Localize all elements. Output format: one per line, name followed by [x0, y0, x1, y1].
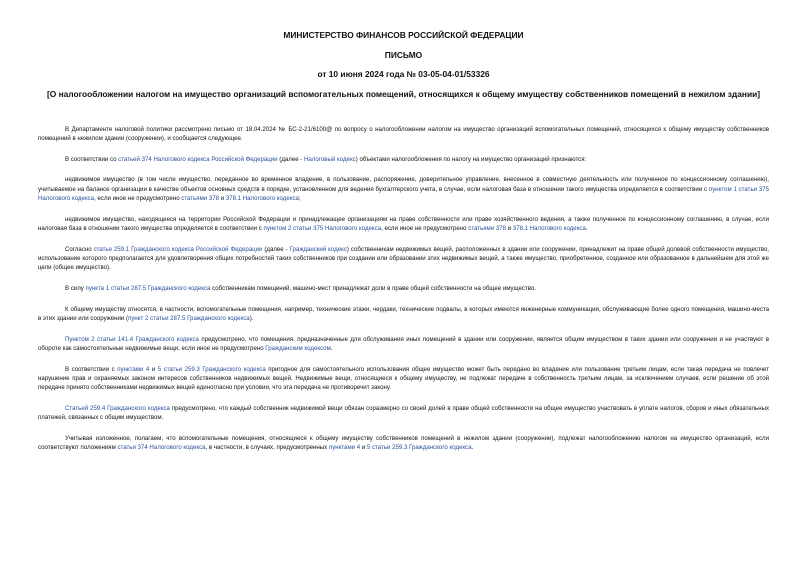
legal-reference-link[interactable]: 378.1 Налогового кодекса	[225, 194, 299, 202]
body-paragraph	[38, 335, 769, 354]
body-paragraph	[38, 365, 769, 393]
paragraph-text: ) объектами налогообложения по налогу на имущество организаций признаются:	[355, 155, 587, 163]
legal-reference-link[interactable]: Пунктом 2 статьи 141.4 Гражданского кодекса	[65, 335, 199, 343]
paragraph-text: , в частности, в случаях, предусмотренных	[205, 444, 329, 452]
ministry-heading: МИНИСТЕРСТВО ФИНАНСОВ РОССИЙСКОЙ ФЕДЕРАЦИИ	[283, 30, 524, 40]
paragraph-text: недвижимое имущество, находящееся на территории Российской Федерации и принадлежащее организациям на праве собственности или праве хозяйственного ведения, а также полученное по концессионному соглашению, в случае, если налоговая база в отношении такого имущества определяется в соответствии с	[38, 215, 769, 232]
legal-reference-link[interactable]: пунктом 1 статьи 375 Налогового кодекса	[38, 185, 769, 202]
legal-reference-link[interactable]: пункт 2 статьи 287.5 Гражданского кодекса	[128, 314, 250, 322]
paragraph-text: В силу	[65, 284, 86, 292]
paragraph-text: и	[219, 194, 226, 202]
paragraph-text: К общему имуществу относятся, в частности, вспомогательные помещения, например, технические этажи, чердаки, технические подвалы, в которых имеются инженерные коммуникации, обслуживающие более одного помещения, машино-места в этих здании или сооружении (	[38, 305, 769, 322]
paragraph-text: и	[149, 365, 158, 373]
legal-reference-link[interactable]: пункта 1 статьи 287.5 Гражданского кодекса	[85, 284, 211, 292]
paragraph-text: В соответствии с	[65, 365, 118, 373]
legal-reference-link[interactable]: 378.1 Налогового кодекса	[512, 224, 586, 232]
paragraph-text: недвижимое имущество (в том числе имущество, переданное во временное владение, в пользование, распоряжение, доверительное управление, внесенное в совместную деятельность или полученное по концессионному соглашению), учитываемое на балансе организации в качестве объектов основных средств в порядке, установленном для ведения бухгалтерского учета, в случае, если налоговая база в отношении такого имущества определяется в соответствии с	[38, 176, 769, 193]
legal-reference-link[interactable]: Гражданским кодексом	[265, 344, 331, 352]
legal-reference-link[interactable]: Гражданский кодекс	[289, 245, 347, 253]
legal-reference-link[interactable]: пунктом 2 статьи 375 Налогового кодекса	[263, 224, 382, 232]
paragraph-text: (далее -	[277, 155, 305, 163]
paragraph-text: Учитывая изложенное, полагаем, что вспомогательные помещения, относящиеся к общему имуществу собственников помещений в нежилом здании (сооружении), подлежат налогообложению налогом на имущество организаций, если соответствуют положениям	[38, 434, 769, 452]
body-paragraph	[38, 175, 769, 203]
paragraph-text: собственникам помещений, машино-мест принадлежат доли в праве общей собственности на общее имущество.	[210, 284, 536, 292]
paragraph-text: Согласно	[65, 245, 94, 253]
paragraph-text: .	[330, 344, 333, 352]
paragraph-text: В соответствии со	[65, 155, 119, 163]
body-paragraph	[38, 404, 769, 423]
paragraph-text: предусмотрено, что помещения, предназначенные для обслуживания иных помещений в здании или сооружении, является общим имуществом в таких здании или сооружении и не участвуют в обороте как самостоятельные недвижимые вещи, если иное не предусмотрено	[38, 335, 769, 352]
body-paragraph	[38, 155, 769, 164]
legal-reference-link[interactable]: Налоговый кодекс	[304, 155, 356, 163]
paragraph-text: .	[471, 444, 474, 452]
legal-reference-link[interactable]: пунктами 4	[328, 444, 361, 452]
paragraph-text: , если иное не предусмотрено	[94, 194, 182, 202]
paragraph-text: (далее -	[262, 245, 290, 253]
paragraph-text: пригодное для самостоятельного использования общее имущество может быть передано во владение или пользование третьим лицам, если такая передача не повлечет нарушение прав и охраняемых законом интересов собственников недвижимых вещей. Недвижимые вещи, относящиеся к общему имуществу, не подлежат передаче в собственность третьим лицам, за исключением случаев, если решение об этой передаче принято собственниками недвижимых вещей единогласно при условии, что эта передача не противоречит закону.	[38, 365, 770, 392]
paragraph-text: , если иное не предусмотрено	[381, 224, 469, 232]
legal-reference-link[interactable]: 5 статьи 259.3 Гражданского кодекса	[157, 365, 266, 373]
paragraph-text: предусмотрено, что каждый собственник недвижимой вещи обязан соразмерно со своей долей в праве общей собственности на общее имущество участвовать в уплате налогов, сборов и иных обязательных платежей, связанных с общим имуществом.	[38, 404, 769, 422]
paragraph-text: и	[506, 224, 513, 232]
legal-reference-link[interactable]: статьями 378	[468, 224, 507, 232]
body-paragraph	[38, 305, 769, 324]
legal-reference-link[interactable]: пунктами 4	[117, 365, 150, 373]
document-date-number: от 10 июня 2024 года № 03-05-04-01/53326	[317, 69, 490, 79]
legal-reference-link[interactable]: статьей 374 Налогового кодекса Российской Федерации	[118, 155, 278, 163]
paragraph-text: .	[585, 224, 588, 232]
paragraph-text: ).	[249, 314, 254, 322]
legal-reference-link[interactable]: статьи 374 Налогового кодекса	[117, 444, 206, 452]
paragraph-text: В Департаменте налоговой политики рассмотрено письмо от 18.04.2024 № БС-2-21/6100@ по вопросу о налогообложении налогом на имущество организаций вспомогательных помещений, относящихся к общему имуществу собственников помещений в нежилом здании (сооружении), и сообщается следующее.	[38, 125, 769, 142]
body-paragraph	[38, 284, 769, 293]
paragraph-text: и	[360, 444, 367, 452]
document-body	[38, 125, 769, 453]
legal-reference-link[interactable]: Статьей 259.4 Гражданского кодекса	[65, 404, 170, 412]
paragraph-text: ) собственникам недвижимых вещей, расположенных в здании или сооружении, принадлежит на праве общей долевой собственности имущество, использование которого предполагается для удовлетворения общих потребностей таких собственников при создании или образовании этих недвижимых вещей, а также имущество, приобретенное, созданное или образованное в дальнейшем для этой же цели (общее имущество).	[38, 245, 769, 272]
legal-reference-link[interactable]: статье 259.1 Гражданского кодекса Российской Федерации	[93, 245, 263, 253]
document-type: ПИСЬМО	[384, 49, 423, 60]
paragraph-text: ;	[298, 194, 301, 202]
legal-reference-link[interactable]: статьями 378	[181, 194, 220, 202]
document-subject: [О налогообложении налогом на имущество организаций вспомогательных помещений, относящихся к общему имуществу собственников помещений в нежилом здании]	[46, 88, 761, 99]
legal-reference-link[interactable]: 5 статьи 259.3 Гражданского кодекса	[366, 444, 472, 452]
body-paragraph	[38, 215, 769, 234]
body-paragraph	[38, 245, 769, 273]
body-paragraph	[38, 125, 769, 144]
body-paragraph	[38, 434, 769, 453]
